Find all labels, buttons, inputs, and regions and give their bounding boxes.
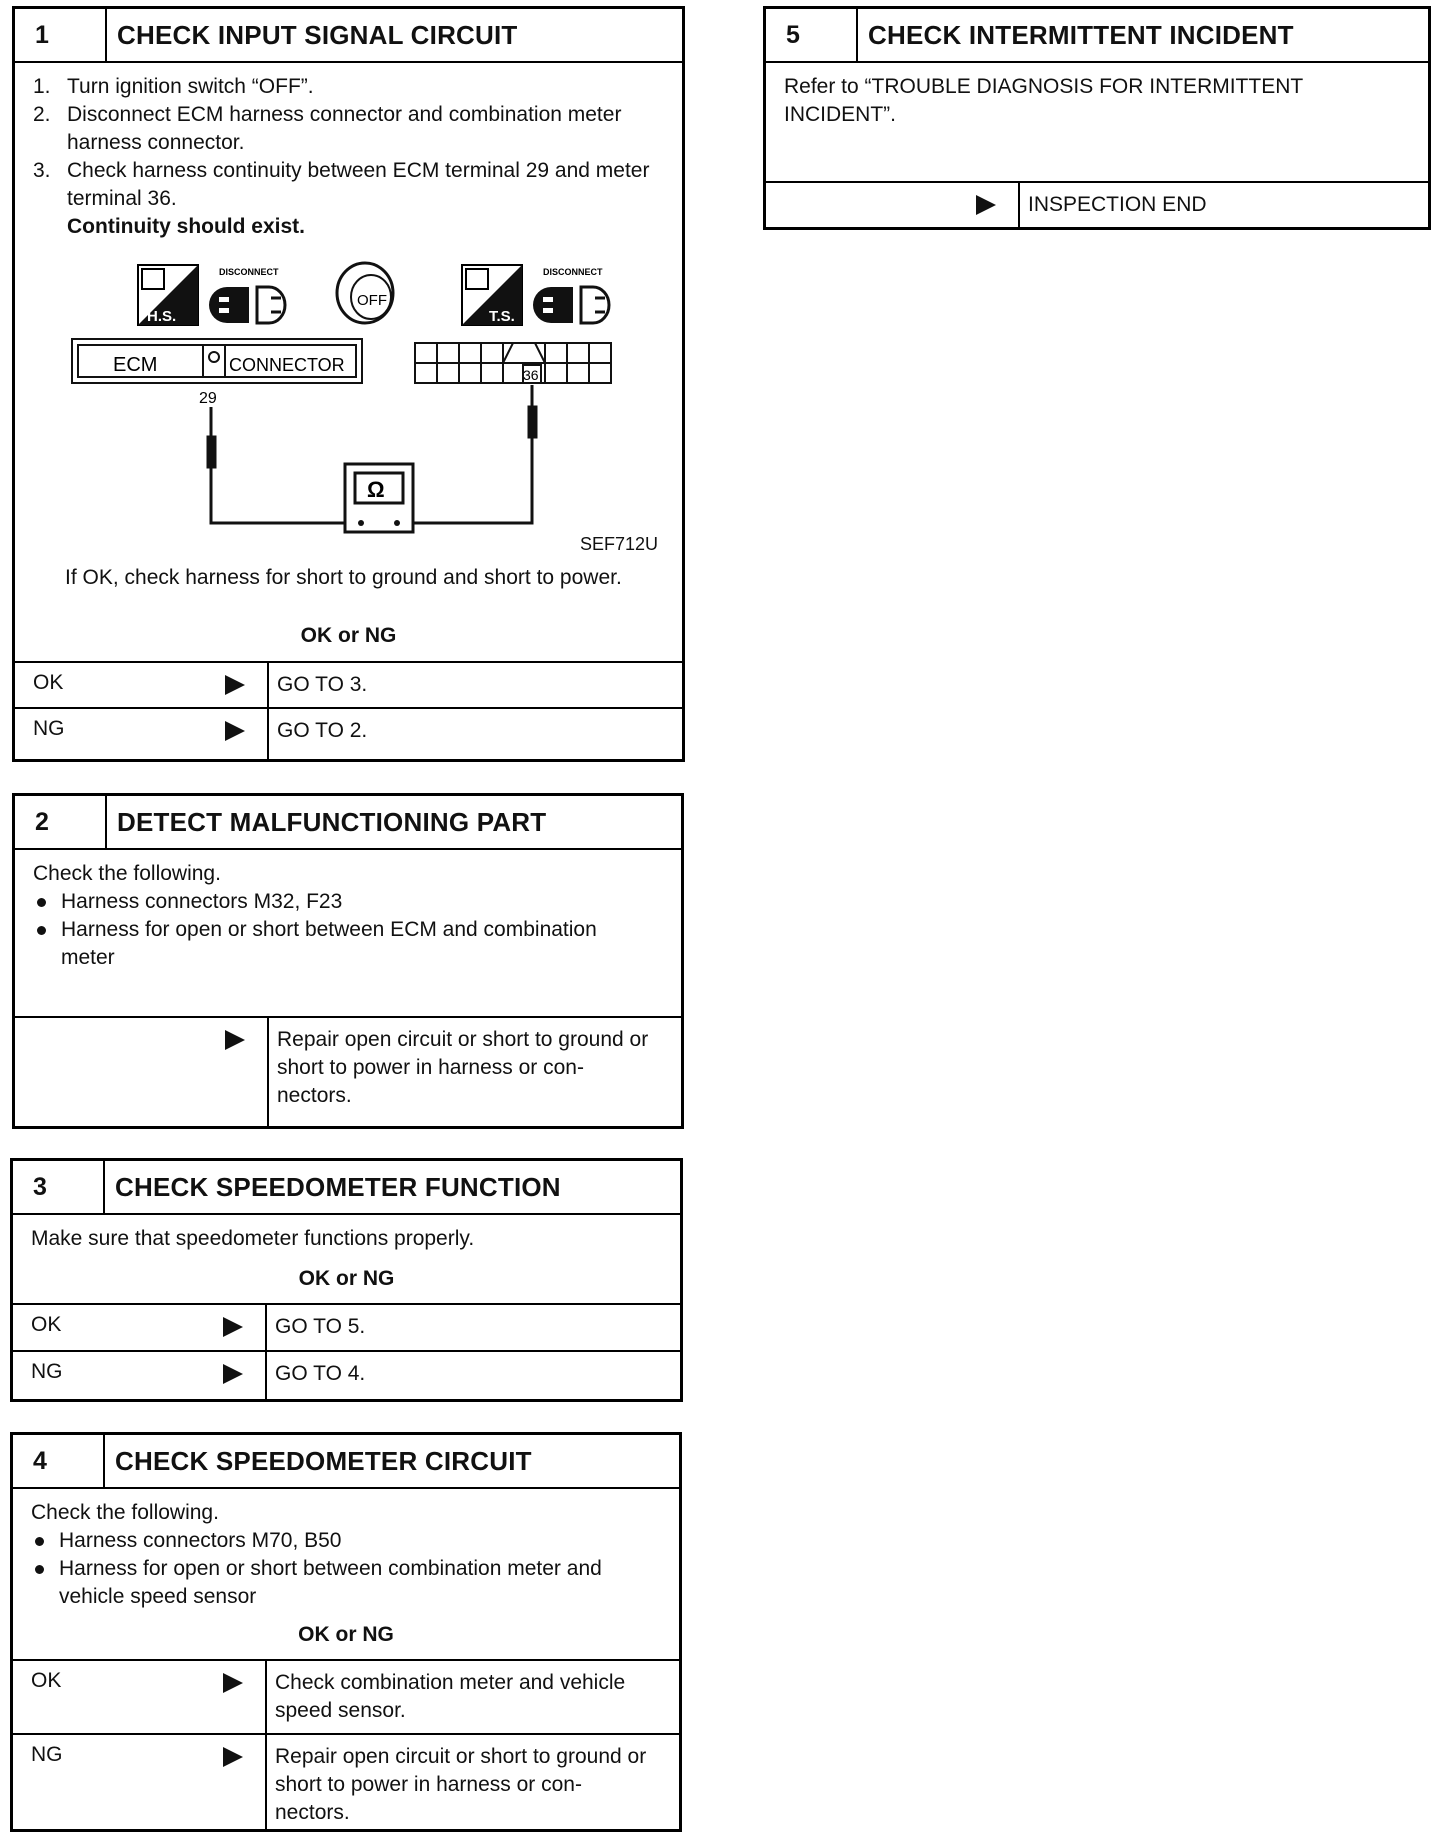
arrow-right-icon — [223, 1364, 243, 1384]
disconnect-label: DISCONNECT — [543, 267, 603, 277]
check-intro: Make sure that speedometer functions properly. — [31, 1227, 475, 1250]
disconnect-icon — [533, 267, 609, 323]
result-action: Repair open circuit or short to ground or short to power in harness or con-nectors. — [275, 1745, 647, 1824]
result-row-ng — [13, 1733, 679, 1831]
arrow-right-icon — [225, 721, 245, 741]
step-number: 1 — [15, 9, 107, 61]
check-list — [31, 1527, 651, 1611]
result-row — [15, 1016, 681, 1128]
result-action: GO TO 4. — [275, 1362, 366, 1385]
check-item: Harness connectors M32, F23 — [33, 888, 643, 916]
result-row-ng — [15, 707, 682, 761]
short-check-note: If OK, check harness for short to ground and short to power. — [65, 566, 622, 589]
step-title: CHECK SPEEDOMETER FUNCTION — [115, 1171, 561, 1202]
arrow-right-icon — [225, 1030, 245, 1050]
check-item: Harness connectors M70, B50 — [31, 1527, 651, 1555]
result-condition: NG — [33, 717, 65, 740]
step-number: 3 — [13, 1161, 105, 1213]
instruction-item: 1. Turn ignition switch “OFF”. — [33, 75, 314, 98]
result-row — [766, 181, 1428, 229]
disconnect-label: DISCONNECT — [219, 267, 279, 277]
result-action: Repair open circuit or short to ground or short to power in harness or con-nectors. — [277, 1028, 649, 1107]
step-number: 5 — [766, 9, 858, 61]
result-row-ng — [13, 1350, 680, 1401]
terminal-36-label: 36 — [523, 367, 539, 383]
ignition-off-icon — [337, 263, 393, 323]
result-action: Check combination meter and vehicle speed sensor. — [275, 1671, 626, 1722]
step-2-header — [15, 796, 681, 850]
result-action: GO TO 3. — [277, 673, 368, 696]
result-condition: OK — [31, 1669, 62, 1692]
step-4-body — [13, 1489, 669, 1611]
result-row-ok — [13, 1659, 679, 1735]
check-intro: Check the following. — [31, 1501, 219, 1524]
check-item: Harness for open or short between ECM and combination meter — [33, 916, 643, 972]
check-item: Harness for open or short between combination meter and vehicle speed sensor — [31, 1555, 651, 1611]
result-action: GO TO 5. — [275, 1315, 366, 1338]
step-title: DETECT MALFUNCTIONING PART — [117, 806, 547, 837]
connector-label: CONNECTOR — [229, 355, 345, 375]
step-3-box — [10, 1158, 683, 1402]
step-4-box — [10, 1432, 682, 1832]
step-5-header — [766, 9, 1428, 63]
step-2-box — [12, 793, 684, 1129]
result-action: INSPECTION END — [1028, 193, 1207, 216]
step-5-box — [763, 6, 1431, 230]
check-list — [33, 888, 643, 972]
instruction-item: 2. Disconnect ECM harness connector and combination meter harness connector. — [33, 103, 622, 154]
ok-or-ng-label: OK or NG — [298, 1623, 394, 1646]
hs-label: H.S. — [147, 308, 177, 325]
refer-text: Refer to “TROUBLE DIAGNOSIS FOR INTERMITTENT INCIDENT”. — [784, 75, 1303, 126]
result-row-ok — [13, 1303, 680, 1352]
result-action: GO TO 2. — [277, 719, 368, 742]
step-2-body — [15, 850, 661, 972]
ecm-label: ECM — [113, 354, 158, 376]
arrow-right-icon — [223, 1317, 243, 1337]
step-4-header — [13, 1435, 679, 1489]
ecm-connector — [72, 339, 362, 407]
ok-or-ng-label: OK or NG — [300, 624, 397, 647]
result-condition: NG — [31, 1743, 63, 1766]
step-number: 2 — [15, 796, 107, 848]
ok-or-ng-label: OK or NG — [298, 1267, 395, 1290]
ohm-symbol: Ω — [367, 477, 385, 502]
arrow-right-icon — [976, 195, 996, 215]
step-title: CHECK SPEEDOMETER CIRCUIT — [115, 1445, 532, 1476]
step-number: 4 — [13, 1435, 105, 1487]
ts-label: T.S. — [489, 308, 515, 325]
meter-connector — [415, 343, 611, 383]
step-title: CHECK INPUT SIGNAL CIRCUIT — [117, 19, 518, 50]
disconnect-icon — [209, 267, 285, 323]
continuity-note: Continuity should exist. — [67, 215, 306, 238]
result-condition: NG — [31, 1360, 63, 1383]
figure-code: SEF712U — [580, 534, 659, 554]
step-3-body — [13, 1215, 680, 1253]
arrow-right-icon — [225, 675, 245, 695]
arrow-right-icon — [223, 1747, 243, 1767]
hand-tool-icon — [138, 265, 198, 325]
test-tool-icon — [462, 265, 522, 325]
step-1-box — [12, 6, 685, 762]
off-label: OFF — [357, 292, 387, 309]
result-row-ok — [15, 661, 682, 709]
ohmmeter-icon — [345, 464, 413, 532]
check-intro: Check the following. — [33, 862, 221, 885]
instruction-item: 3. Check harness continuity between ECM terminal 29 and meter terminal 36. — [33, 159, 650, 210]
step-3-header — [13, 1161, 680, 1215]
step-title: CHECK INTERMITTENT INCIDENT — [868, 19, 1294, 50]
result-condition: OK — [31, 1313, 62, 1336]
terminal-29-label: 29 — [199, 390, 217, 407]
result-condition: OK — [33, 671, 64, 694]
step-5-body — [766, 63, 1402, 129]
arrow-right-icon — [223, 1673, 243, 1693]
